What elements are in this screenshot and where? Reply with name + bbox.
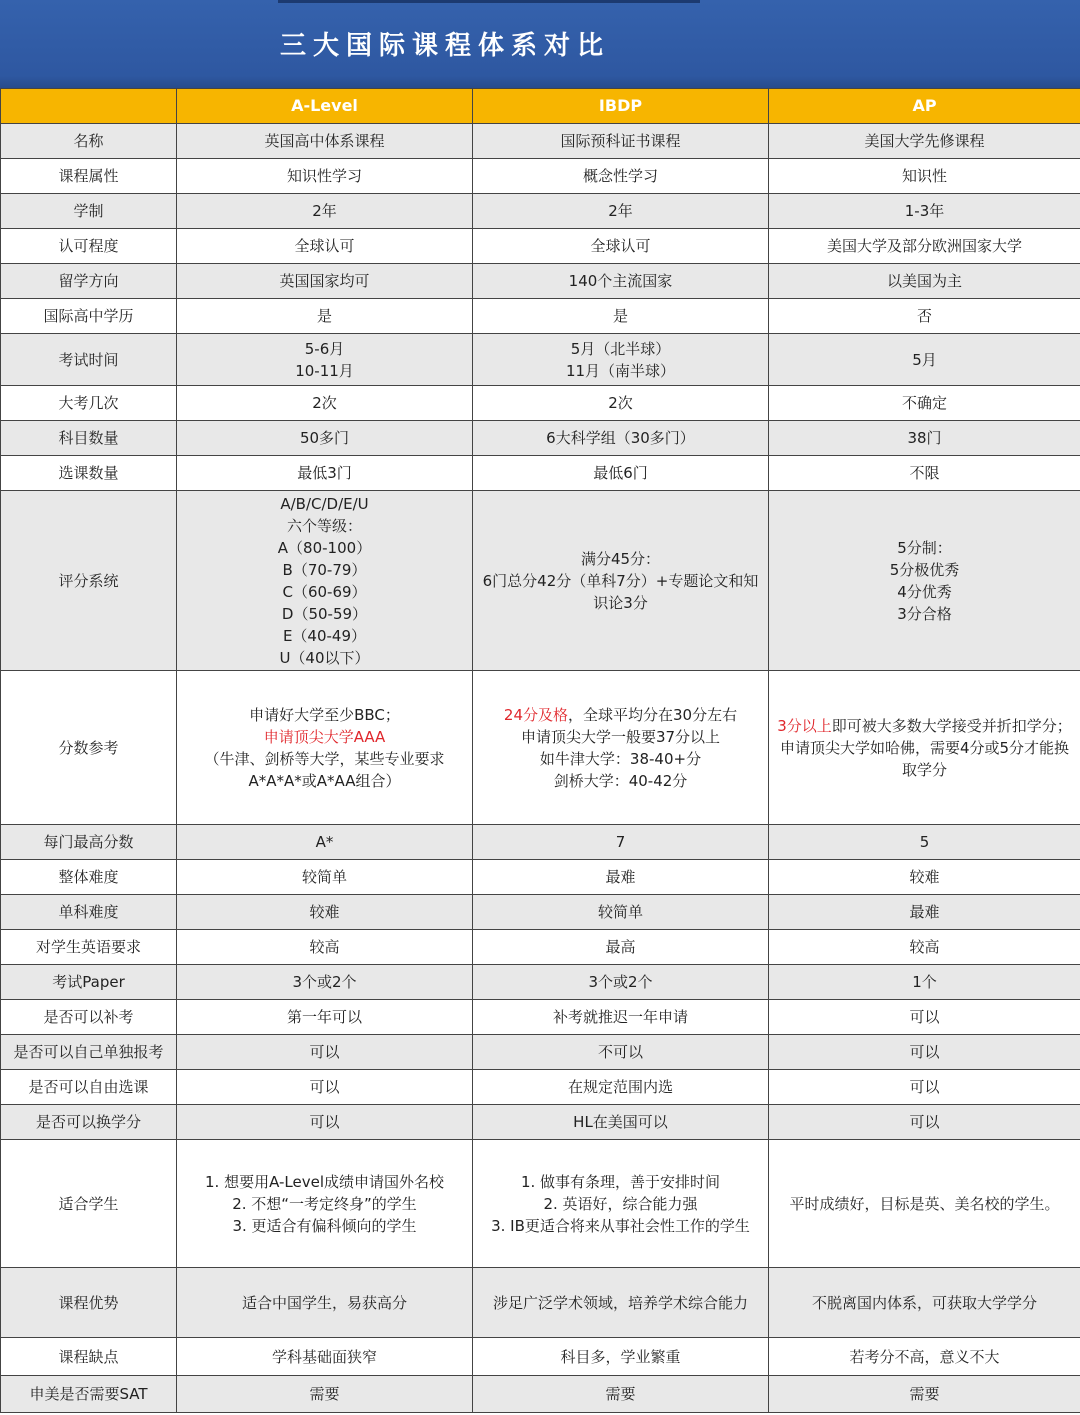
table-row	[1, 671, 1080, 825]
score-ref-highlight: 24分及格	[503, 705, 568, 724]
banner-shadow	[0, 76, 1080, 88]
cell-alevel: 3个或2个	[177, 965, 473, 1000]
score-ref-text: ，全球平均分在30分左右	[568, 705, 738, 724]
row-label: 科目数量	[1, 421, 177, 456]
cell-alevel: 较简单	[177, 860, 473, 895]
score-ref-line	[477, 704, 764, 726]
cell-ibdp: HL在美国可以	[473, 1105, 769, 1140]
row-label: 每门最高分数	[1, 825, 177, 860]
table-row	[1, 264, 1080, 299]
cell-ap: 较难	[769, 860, 1080, 895]
cell-ap: 可以	[769, 1035, 1080, 1070]
table-row	[1, 299, 1080, 334]
table-row	[1, 1070, 1080, 1105]
table-row	[1, 860, 1080, 895]
row-label: 课程缺点	[1, 1338, 177, 1376]
cell-ibdp: 科目多，学业繁重	[473, 1338, 769, 1376]
cell-alevel: 1. 想要用A-Level成绩申请国外名校 2. 不想“一考定终身”的学生 3. 更适合有偏科倾向的学生	[177, 1140, 473, 1268]
row-label: 评分系统	[1, 491, 177, 671]
cell-ap: 知识性	[769, 159, 1080, 194]
table-row	[1, 124, 1080, 159]
table-row	[1, 1338, 1080, 1376]
cell-ibdp: 需要	[473, 1376, 769, 1413]
score-ref-note: （牛津、剑桥等大学，某些专业要求A*A*A*或A*AA组合）	[204, 749, 445, 790]
comparison-table	[0, 88, 1080, 1413]
cell-ibdp: 补考就推迟一年申请	[473, 1000, 769, 1035]
column-header-row	[1, 89, 1080, 124]
cell-ibdp: 2次	[473, 386, 769, 421]
cell-ibdp: 涉足广泛学术领域，培养学术综合能力	[473, 1268, 769, 1338]
row-label: 整体难度	[1, 860, 177, 895]
cell-alevel: 最低3门	[177, 456, 473, 491]
cell-ibdp: 全球认可	[473, 229, 769, 264]
cell-ibdp: 国际预科证书课程	[473, 124, 769, 159]
table-row	[1, 194, 1080, 229]
score-ref-highlight: 3分以上	[777, 716, 832, 735]
cell-ibdp: 1. 做事有条理，善于安排时间 2. 英语好，综合能力强 3. IB更适合将来从事社会性工作的学生	[473, 1140, 769, 1268]
table-row	[1, 229, 1080, 264]
cell-ap: 可以	[769, 1000, 1080, 1035]
cell-ap: 美国大学先修课程	[769, 124, 1080, 159]
table-row	[1, 159, 1080, 194]
cell-alevel: 50多门	[177, 421, 473, 456]
cell-alevel: 可以	[177, 1105, 473, 1140]
cell-ibdp: 2年	[473, 194, 769, 229]
row-label: 是否可以自己单独报考	[1, 1035, 177, 1070]
header-corner-cell	[1, 89, 177, 124]
cell-ap: 不确定	[769, 386, 1080, 421]
table-row	[1, 1140, 1080, 1268]
row-label: 大考几次	[1, 386, 177, 421]
cell-ap: 不限	[769, 456, 1080, 491]
row-label: 分数参考	[1, 671, 177, 825]
cell-ap: 可以	[769, 1105, 1080, 1140]
title-banner	[0, 0, 1080, 88]
cell-ap	[769, 671, 1080, 825]
table-row	[1, 1105, 1080, 1140]
cell-ibdp: 在规定范围内选	[473, 1070, 769, 1105]
cell-alevel: 2次	[177, 386, 473, 421]
table-row	[1, 1000, 1080, 1035]
row-label: 选课数量	[1, 456, 177, 491]
cell-alevel: 较高	[177, 930, 473, 965]
cell-alevel: 第一年可以	[177, 1000, 473, 1035]
cell-ap: 38门	[769, 421, 1080, 456]
cell-ap: 1个	[769, 965, 1080, 1000]
score-ref-line: 剑桥大学：40-42分	[553, 771, 688, 790]
row-label: 是否可以换学分	[1, 1105, 177, 1140]
cell-ap: 否	[769, 299, 1080, 334]
cell-alevel: 2年	[177, 194, 473, 229]
cell-ap: 1-3年	[769, 194, 1080, 229]
cell-ibdp: 最高	[473, 930, 769, 965]
cell-alevel: A/B/C/D/E/U 六个等级： A（80-100） B（70-79） C（60-69） D（50-59） E（40-49） U（40以下）	[177, 491, 473, 671]
cell-ibdp: 是	[473, 299, 769, 334]
score-ref-highlight: 申请顶尖大学AAA	[263, 727, 386, 746]
cell-ap: 可以	[769, 1070, 1080, 1105]
table-row	[1, 421, 1080, 456]
cell-ibdp: 较简单	[473, 895, 769, 930]
table-row	[1, 825, 1080, 860]
table-row	[1, 456, 1080, 491]
table-row	[1, 334, 1080, 386]
row-label: 留学方向	[1, 264, 177, 299]
cell-alevel: 可以	[177, 1035, 473, 1070]
cell-ap: 5分制： 5分极优秀 4分优秀 3分合格	[769, 491, 1080, 671]
table-row	[1, 1376, 1080, 1413]
cell-ibdp: 最低6门	[473, 456, 769, 491]
cell-ibdp: 最难	[473, 860, 769, 895]
cell-ap: 较高	[769, 930, 1080, 965]
cell-ap: 5月	[769, 334, 1080, 386]
column-header-alevel: A-Level	[177, 89, 473, 124]
row-label: 课程优势	[1, 1268, 177, 1338]
cell-ap: 5	[769, 825, 1080, 860]
row-label: 单科难度	[1, 895, 177, 930]
row-label: 国际高中学历	[1, 299, 177, 334]
cell-ibdp	[473, 671, 769, 825]
cell-ap: 若考分不高，意义不大	[769, 1338, 1080, 1376]
cell-alevel: 较难	[177, 895, 473, 930]
cell-ap: 以美国为主	[769, 264, 1080, 299]
cell-ap: 平时成绩好，目标是英、美名校的学生。	[769, 1140, 1080, 1268]
score-ref-line: 申请好大学至少BBC；	[249, 705, 400, 724]
cell-ibdp: 7	[473, 825, 769, 860]
cell-alevel: 英国国家均可	[177, 264, 473, 299]
table-row	[1, 491, 1080, 671]
row-label: 申美是否需要SAT	[1, 1376, 177, 1413]
banner-rule	[278, 0, 700, 3]
row-label: 适合学生	[1, 1140, 177, 1268]
row-label: 考试Paper	[1, 965, 177, 1000]
table-row	[1, 895, 1080, 930]
cell-alevel: 是	[177, 299, 473, 334]
table-row	[1, 386, 1080, 421]
score-ref-text: 即可被大多数大学接受并折扣学分；申请顶尖大学如哈佛，需要4分或5分才能换取学分	[779, 716, 1072, 779]
cell-alevel: 知识性学习	[177, 159, 473, 194]
cell-ap: 不脱离国内体系，可获取大学学分	[769, 1268, 1080, 1338]
row-label: 考试时间	[1, 334, 177, 386]
cell-alevel: 需要	[177, 1376, 473, 1413]
cell-alevel: A*	[177, 825, 473, 860]
cell-ibdp: 140个主流国家	[473, 264, 769, 299]
cell-alevel: 学科基础面狭窄	[177, 1338, 473, 1376]
score-ref-line: 申请顶尖大学一般要37分以上	[520, 727, 721, 746]
cell-ibdp: 5月（北半球） 11月（南半球）	[473, 334, 769, 386]
cell-alevel: 5-6月 10-11月	[177, 334, 473, 386]
table-row	[1, 930, 1080, 965]
cell-alevel: 英国高中体系课程	[177, 124, 473, 159]
row-label: 学制	[1, 194, 177, 229]
row-label: 对学生英语要求	[1, 930, 177, 965]
cell-ap: 最难	[769, 895, 1080, 930]
row-label: 课程属性	[1, 159, 177, 194]
cell-ibdp: 3个或2个	[473, 965, 769, 1000]
table-row	[1, 1268, 1080, 1338]
cell-ibdp: 6大科学组（30多门）	[473, 421, 769, 456]
row-label: 认可程度	[1, 229, 177, 264]
page-title: 三大国际课程体系对比	[280, 31, 611, 61]
table-row	[1, 965, 1080, 1000]
cell-ibdp: 不可以	[473, 1035, 769, 1070]
cell-ibdp: 概念性学习	[473, 159, 769, 194]
table-row	[1, 1035, 1080, 1070]
cell-alevel: 全球认可	[177, 229, 473, 264]
cell-ibdp: 满分45分： 6门总分42分（单科7分）+专题论文和知识论3分	[473, 491, 769, 671]
cell-alevel	[177, 671, 473, 825]
row-label: 名称	[1, 124, 177, 159]
cell-alevel: 适合中国学生，易获高分	[177, 1268, 473, 1338]
column-header-ap: AP	[769, 89, 1080, 124]
row-label: 是否可以补考	[1, 1000, 177, 1035]
cell-alevel: 可以	[177, 1070, 473, 1105]
cell-ap: 需要	[769, 1376, 1080, 1413]
column-header-ibdp: IBDP	[473, 89, 769, 124]
cell-ap: 美国大学及部分欧洲国家大学	[769, 229, 1080, 264]
score-ref-line: 如牛津大学：38-40+分	[539, 749, 702, 768]
row-label: 是否可以自由选课	[1, 1070, 177, 1105]
